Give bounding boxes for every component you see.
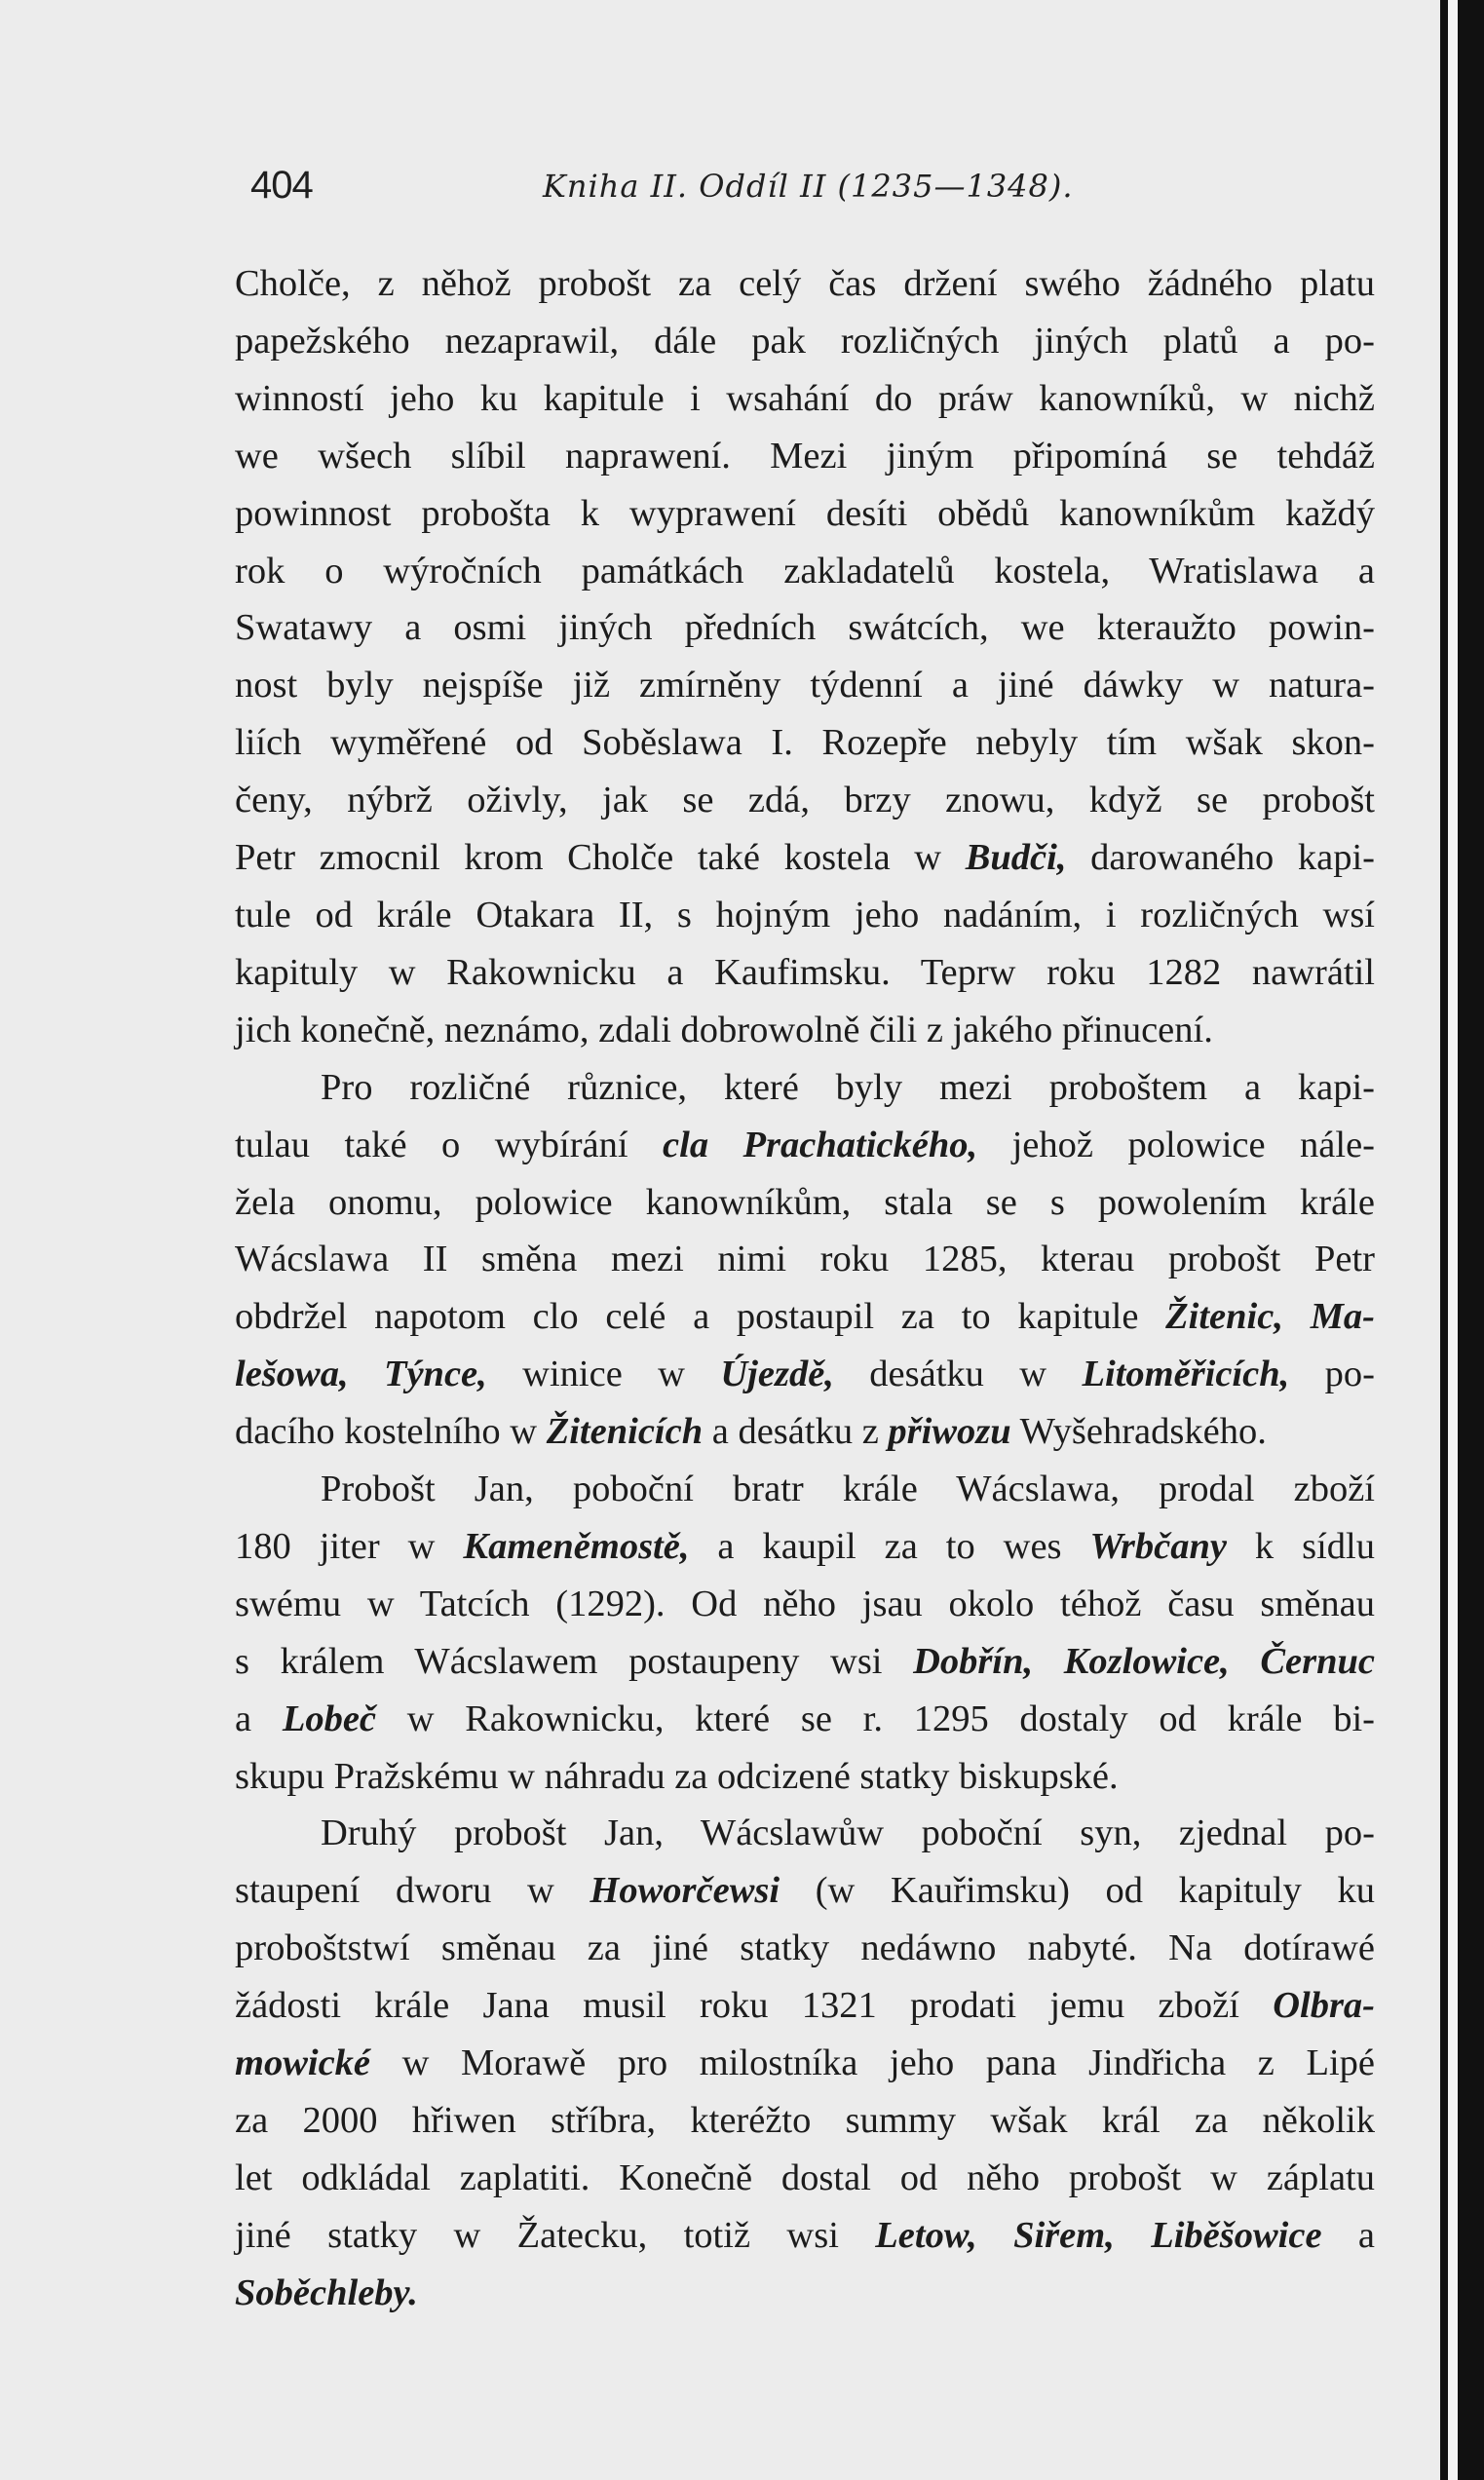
italic-place-name: Wrbčany [1089, 1525, 1227, 1567]
text-line: mowické w Morawě pro milostníka jeho pana Jindřicha z Lipé [235, 2042, 1375, 2084]
text-line: jich konečně, neznámo, zdali dobrowolně čili z jakého přinucení. [235, 1009, 1213, 1050]
text-line: obdržel napotom clo celé a postaupil za to kapitule Žitenic, Ma- [235, 1296, 1375, 1338]
italic-place-name: cla Prachatického, [663, 1124, 978, 1165]
paragraph [235, 1461, 1375, 1805]
text-line: žádosti krále Jana musil roku 1321 prodati jemu zboží Olbra- [235, 1985, 1375, 2027]
italic-place-name: Kameněmostě, [463, 1525, 690, 1567]
paragraph [235, 255, 1375, 1059]
text-line: liích wyměřené od Soběslawa I. Rozepře nebyly tím wšak skon- [235, 722, 1375, 764]
text-line: žela onomu, polowice kanowníkům, stala se s powolením krále [235, 1181, 1375, 1223]
text-line: za 2000 hřiwen stříbra, kteréžto summy wšak král za několik [235, 2100, 1375, 2141]
text-line: nost byly nejspíše již zmírněny týdenní a jiné dáwky w natura- [235, 665, 1375, 706]
text-line: let odkládal zaplatiti. Konečně dostal od něho probošt w záplatu [235, 2156, 1375, 2198]
body-text [235, 255, 1375, 2322]
italic-place-name: Budči, [965, 837, 1067, 879]
italic-place-name: Lobeč [282, 1698, 377, 1739]
page-number: 404 [250, 164, 313, 207]
text-line: 180 jiter w Kameněmostě, a kaupil za to wes Wrbčany k sídlu [235, 1525, 1375, 1567]
text-line: čeny, nýbrž oživly, jak se zdá, brzy znowu, když se probošt [235, 780, 1375, 821]
italic-place-name: Howorčewsi [590, 1870, 780, 1912]
text-line: Druhý probošt Jan, Wácslawůw poboční syn, zjednal po- [321, 1812, 1375, 1854]
italic-place-name: přiwozu [888, 1411, 1011, 1453]
text-line: a Lobeč w Rakownicku, které se r. 1295 dostaly od krále bi- [235, 1698, 1375, 1739]
text-line: we wšech slíbil naprawení. Mezi jiným připomíná se tehdáž [235, 435, 1375, 477]
italic-place-name: Soběchleby. [235, 2271, 418, 2313]
text-line: skupu Pražskému w náhradu za odcizené statky biskupské. [235, 1755, 1119, 1797]
text-line: Cholče, z něhož probošt za celý čas držení swého žádného platu [235, 263, 1375, 304]
italic-place-name: Dobřín, Kozlowice, Černuc [913, 1640, 1375, 1682]
text-line: dacího kostelního w Žitenicích a desátku z přiwozu Wyšehradského. [235, 1411, 1267, 1453]
text-line: kapituly w Rakownicku a Kaufimsku. Teprw roku 1282 nawrátil [235, 951, 1375, 993]
paragraph [235, 1059, 1375, 1461]
text-line: powinnost probošta k wyprawení desíti obědů kanowníkům každý [235, 492, 1375, 534]
page-edge [1448, 0, 1458, 2480]
running-title: Kniha II. Oddíl II (1235—1348). [543, 168, 1074, 205]
scan-border [1440, 0, 1484, 2480]
italic-place-name: lešowa, Týnce, [235, 1354, 487, 1395]
text-line: staupení dworu w Howorčewsi (w Kauřimsku) od kapituly ku [235, 1870, 1376, 1912]
text-line: swému w Tatcích (1292). Od něho jsau okolo téhož času směnau [235, 1583, 1375, 1624]
italic-place-name: Újezdě, [720, 1354, 834, 1395]
italic-place-name: Žitenic, Ma- [1165, 1296, 1375, 1338]
text-line: rok o wýročních památkách zakladatelů kostela, Wratislawa a [235, 550, 1375, 591]
italic-place-name: mowické [235, 2042, 370, 2084]
italic-place-name: Litoměřicích, [1082, 1354, 1290, 1395]
paragraph [235, 1805, 1375, 2321]
italic-place-name: Olbra- [1273, 1985, 1375, 2027]
text-line: Pro rozličné různice, které byly mezi proboštem a kapi- [321, 1066, 1375, 1108]
text-line: tulau také o wybírání cla Prachatického, jehož polowice nále- [235, 1124, 1375, 1165]
page-header [250, 164, 1371, 222]
text-line: Probošt Jan, poboční bratr krále Wácslawa, prodal zboží [321, 1469, 1375, 1510]
text-line: Swatawy a osmi jiných předních swátcích, we kteraužto powin- [235, 607, 1375, 649]
text-line: jiné statky w Žatecku, totiž wsi Letow, Siřem, Liběšowice a [235, 2214, 1375, 2256]
text-line: lešowa, Týnce, winice w Újezdě, desátku w Litoměřicích, po- [235, 1354, 1376, 1395]
text-line: winností jeho ku kapitule i wsahání do práw kanowníků, w nichž [235, 377, 1375, 419]
text-line: proboštstwí směnau za jiné statky nedáwno nabyté. Na dotírawé [235, 1927, 1375, 1969]
italic-place-name: Letow, Siřem, Liběšowice [875, 2214, 1322, 2256]
text-line: tule od krále Otakara II, s hojným jeho nadáním, i rozličných wsí [235, 894, 1375, 935]
text-line: Wácslawa II směna mezi nimi roku 1285, kterau probošt Petr [235, 1239, 1375, 1280]
text-line: Petr zmocnil krom Cholče také kostela w Budči, darowaného kapi- [235, 837, 1375, 879]
text-line: s králem Wácslawem postaupeny wsi Dobřín, Kozlowice, Černuc [235, 1640, 1375, 1682]
text-line: papežského nezaprawil, dále pak rozličných jiných platů a po- [235, 320, 1375, 362]
text-line [235, 2265, 1375, 2322]
italic-place-name: Žitenicích [546, 1411, 704, 1453]
